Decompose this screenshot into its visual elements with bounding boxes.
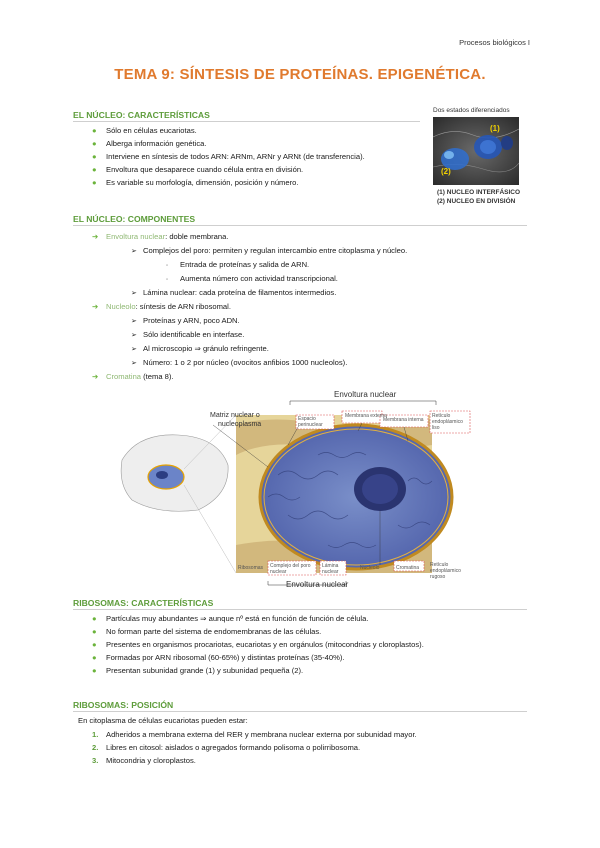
poro-sub-2: ▫ Aumenta número con actividad transcripcional. bbox=[166, 272, 338, 287]
label-espacio-perinuclear: Espacio perinuclear bbox=[298, 416, 323, 428]
list-item: ● Interviene en síntesis de todos ARN: ARNm, ARNr y ARNt (de transferencia). bbox=[92, 152, 365, 161]
label-complejo-poro: Complejo del poro nuclear bbox=[270, 563, 311, 575]
list-item: ➢ Proteínas y ARN, poco ADN. bbox=[131, 314, 347, 328]
list-ribosomas-posicion bbox=[92, 728, 417, 767]
label-lamina-nuclear: Lámina nuclear bbox=[322, 563, 339, 575]
section-divider bbox=[73, 225, 527, 226]
section-divider bbox=[73, 711, 527, 712]
label-membrana-interna: Membrana interna bbox=[383, 417, 424, 423]
list-item: ● No forman parte del sistema de endomembranas de las células. bbox=[92, 627, 322, 636]
bullet-icon: ● bbox=[92, 627, 97, 636]
poro-row: ➢ Complejos del poro: permiten y regulan intercambio entre citoplasma y núcleo. bbox=[131, 244, 407, 258]
arrow-icon: ➔ bbox=[92, 372, 99, 381]
arrowhead-icon: ➢ bbox=[131, 248, 137, 255]
list-item: ➢ Al microscopio ⇒ gránulo refringente. bbox=[131, 342, 347, 356]
bullet-icon: ● bbox=[92, 614, 97, 623]
section-divider bbox=[73, 121, 420, 122]
arrow-icon: ➔ bbox=[92, 302, 99, 311]
bullet-icon: ● bbox=[92, 653, 97, 662]
caption-1: (1) NUCLEO INTERFÁSICO bbox=[437, 189, 521, 196]
list-item: ➢ Número: 1 o 2 por núcleo (ovocitos anfibios 1000 nucleolos). bbox=[131, 356, 347, 370]
list-item: ● Alberga información genética. bbox=[92, 139, 207, 148]
cromatina-row: ➔ Cromatina (tema 8). bbox=[92, 372, 174, 381]
label-envoltura-bottom: Envoltura nuclear bbox=[286, 580, 349, 589]
bullet-icon: ● bbox=[92, 666, 97, 675]
bullet-icon: ● bbox=[92, 178, 97, 187]
square-bullet-icon: ▫ bbox=[166, 263, 169, 269]
arrowhead-icon: ➢ bbox=[131, 332, 137, 339]
list-item: ● Es variable su morfología, dimensión, posición y número. bbox=[92, 178, 299, 187]
list-item: ● Envoltura que desaparece cuando célula entra en división. bbox=[92, 165, 304, 174]
nucleolo-row: ➔ Nucleolo: síntesis de ARN ribosomal. bbox=[92, 302, 231, 311]
bullet-icon: ● bbox=[92, 152, 97, 161]
bullet-icon: ● bbox=[92, 165, 97, 174]
list-ribosomas-caracteristicas bbox=[92, 612, 424, 677]
arrow-icon: ➔ bbox=[92, 232, 99, 241]
list-item: ● Formadas por ARN ribosomal (60-65%) y distintas proteínas (35-40%). bbox=[92, 653, 345, 662]
section-heading-ribosomas-posicion: RIBOSOMAS: POSICIÓN bbox=[73, 700, 174, 710]
poro-sub-1: ▫ Entrada de proteínas y salida de ARN. bbox=[166, 258, 309, 273]
list-item: 2. Libres en citosol: aislados o agregados formando polisoma o polirribosoma. bbox=[92, 743, 361, 752]
list-item: ➢ Sólo identificable en interfase. bbox=[131, 328, 347, 342]
section-heading-nucleo-componentes: EL NÚCLEO: COMPONENTES bbox=[73, 214, 196, 224]
list-item: 3. Mitocondria y cloroplastos. bbox=[92, 756, 196, 765]
section-heading-nucleo-caracteristicas: EL NÚCLEO: CARACTERÍSTICAS bbox=[73, 110, 210, 120]
page-title: TEMA 9: SÍNTESIS DE PROTEÍNAS. EPIGENÉTICA. bbox=[114, 66, 486, 83]
label-matriz-1: Matriz nuclear o bbox=[210, 412, 260, 419]
posicion-intro: En citoplasma de células eucariotas pueden estar: bbox=[78, 716, 248, 725]
label-reticulo-liso: Retículo endoplásmico liso bbox=[432, 413, 463, 431]
list-item: ● Presentes en organismos procariotas, eucariotas y en orgánulos (mitocondrias y cloroplastos). bbox=[92, 640, 424, 649]
label-reticulo-rugoso: Retículo endoplásmico rugoso bbox=[430, 562, 461, 580]
list-item: 1. Adheridos a membrana externa del RER y membrana nuclear externa por subunidad mayor. bbox=[92, 730, 417, 739]
nucleus-diagram bbox=[118, 385, 474, 590]
envoltura-row: ➔ Envoltura nuclear: doble membrana. bbox=[92, 232, 229, 241]
label-matriz-2: nucleoplasma bbox=[218, 421, 262, 428]
caption-2: (2) NUCLEO EN DIVISIÓN bbox=[437, 198, 516, 205]
label-envoltura-top: Envoltura nuclear bbox=[334, 390, 397, 399]
label-nucleolo: Nucleolo bbox=[360, 565, 380, 571]
label-cromatina: Cromatina bbox=[396, 565, 420, 571]
list-item: ● Partículas muy abundantes ⇒ aunque nº está en función de función de célula. bbox=[92, 614, 369, 623]
figure-title: Dos estados diferenciados bbox=[433, 107, 510, 114]
list-nucleolo bbox=[131, 314, 347, 370]
bullet-icon: ● bbox=[92, 139, 97, 148]
list-item: ● Sólo en células eucariotas. bbox=[92, 126, 197, 135]
section-heading-ribosomas-caracteristicas: RIBOSOMAS: CARACTERÍSTICAS bbox=[73, 598, 214, 608]
arrowhead-icon: ➢ bbox=[131, 290, 137, 297]
bullet-icon: ● bbox=[92, 126, 97, 135]
list-nucleo-caracteristicas bbox=[92, 124, 365, 189]
label-ribosomas: Ribosomas bbox=[238, 565, 264, 571]
lamina-row: ➢ Lámina nuclear: cada proteína de filamentos intermedios. bbox=[131, 286, 336, 300]
micrograph-tag-2: (2) bbox=[441, 167, 451, 176]
arrowhead-icon: ➢ bbox=[131, 346, 137, 353]
micrograph-tag-1: (1) bbox=[490, 124, 500, 133]
bullet-icon: ● bbox=[92, 640, 97, 649]
label-membrana-externa: Membrana externa bbox=[345, 413, 387, 419]
arrowhead-icon: ➢ bbox=[131, 360, 137, 367]
section-divider bbox=[73, 609, 527, 610]
square-bullet-icon: ▫ bbox=[166, 277, 169, 283]
running-header: Procesos biológicos I bbox=[459, 38, 530, 47]
list-item: ● Presentan subunidad grande (1) y subunidad pequeña (2). bbox=[92, 666, 304, 675]
arrowhead-icon: ➢ bbox=[131, 318, 137, 325]
